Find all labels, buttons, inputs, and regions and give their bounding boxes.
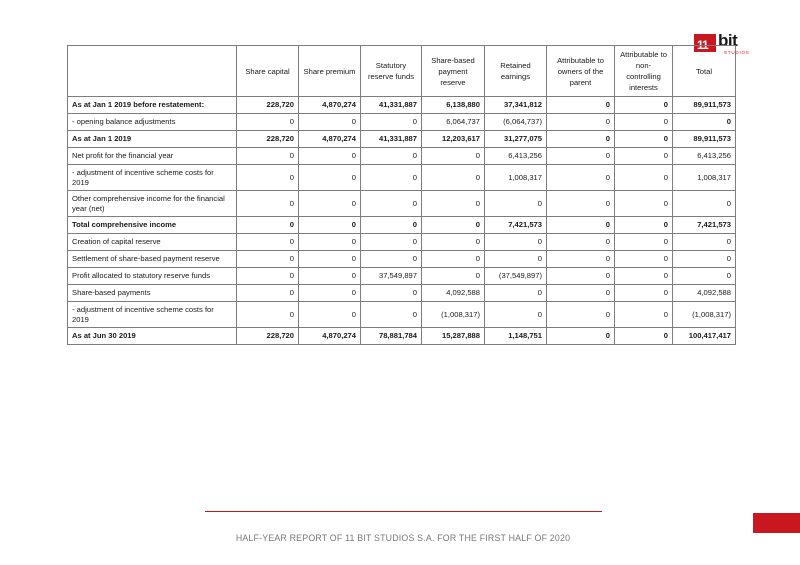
row-label: Creation of capital reserve [68,234,237,251]
table-row [68,268,736,285]
table-cell: 37,549,897 [361,268,422,285]
table-cell: 6,413,256 [673,148,736,165]
table-cell: 89,911,573 [673,97,736,114]
column-header: Share premium [299,46,361,97]
table-cell: 228,720 [237,97,299,114]
logo-number: 11 [697,38,708,52]
table-cell: 0 [615,148,673,165]
table-cell: 0 [299,268,361,285]
table-cell: 0 [547,148,615,165]
table-cell: 0 [673,234,736,251]
table-cell: 228,720 [237,328,299,345]
table-cell: 0 [615,234,673,251]
table-cell: 41,331,887 [361,131,422,148]
table-cell: 41,331,887 [361,97,422,114]
table-cell: 0 [422,234,485,251]
table-cell: 0 [237,165,299,191]
table-cell: 0 [299,302,361,328]
table-row [68,302,736,328]
table-cell: 0 [547,165,615,191]
table-cell: 0 [485,191,547,217]
table-cell: (1,008,317) [422,302,485,328]
table-cell: 0 [237,251,299,268]
table-cell: 0 [361,114,422,131]
table-cell: 0 [237,302,299,328]
table-cell: 0 [615,114,673,131]
table-cell: 4,870,274 [299,97,361,114]
table-cell: 0 [361,234,422,251]
table-cell: 0 [361,302,422,328]
table-cell: 0 [361,148,422,165]
column-header: Attributable to non-controlling interests [615,46,673,97]
table-cell: 0 [237,285,299,302]
table-cell: 0 [361,165,422,191]
table-cell: 0 [547,285,615,302]
table-cell: 0 [299,217,361,234]
table-cell: 0 [615,251,673,268]
table-cell: 0 [299,148,361,165]
table-cell: 0 [422,217,485,234]
row-label: Net profit for the financial year [68,148,237,165]
table-cell: 0 [547,217,615,234]
table-cell: 0 [299,251,361,268]
table-cell: (1,008,317) [673,302,736,328]
table-cell: 0 [615,328,673,345]
row-label: Share-based payments [68,285,237,302]
table-cell: 0 [422,191,485,217]
table-cell: 0 [547,268,615,285]
table-row [68,114,736,131]
table-cell: 0 [615,97,673,114]
table-cell: 0 [547,234,615,251]
table-cell: 0 [547,251,615,268]
table-cell: 7,421,573 [673,217,736,234]
table-cell: 4,092,588 [422,285,485,302]
row-label: As at Jan 1 2019 before restatement: [68,97,237,114]
row-label: Settlement of share-based payment reserve [68,251,237,268]
table-cell: 0 [615,165,673,191]
table-cell: 0 [237,191,299,217]
table-cell: 0 [361,251,422,268]
table-cell: 0 [237,148,299,165]
table-row [68,251,736,268]
table-cell: 0 [615,191,673,217]
table-cell: 100,417,417 [673,328,736,345]
row-label: - adjustment of incentive scheme costs for 2019 [68,302,237,328]
table-cell: 0 [299,165,361,191]
row-label: - adjustment of incentive scheme costs for 2019 [68,165,237,191]
table-cell: 0 [547,191,615,217]
table-cell: 0 [361,217,422,234]
table-row [68,234,736,251]
table-cell: 0 [547,97,615,114]
table-cell: 0 [485,285,547,302]
footer-text: HALF-YEAR REPORT OF 11 BIT STUDIOS S.A. FOR THE FIRST HALF OF 2020 [235,533,571,543]
table-cell: 0 [237,234,299,251]
table-cell: 0 [237,217,299,234]
table-cell: 0 [615,302,673,328]
logo-word: bit [718,31,738,50]
statement-of-changes-in-equity-table [67,45,736,345]
table-cell: 0 [237,114,299,131]
table-cell: 7,421,573 [485,217,547,234]
table-cell: 0 [422,165,485,191]
table-cell: 6,413,256 [485,148,547,165]
table-cell: 0 [361,191,422,217]
table-cell: 0 [615,268,673,285]
table-cell: (6,064,737) [485,114,547,131]
table-row [68,131,736,148]
logo-subtitle: STUDIOS [724,50,750,55]
table-cell: 0 [299,234,361,251]
table-cell: 12,203,617 [422,131,485,148]
table-cell: 0 [299,285,361,302]
table-cell: 4,870,274 [299,328,361,345]
table-row [68,97,736,114]
table-cell: 0 [673,114,736,131]
column-header: Attributable to owners of the parent [547,46,615,97]
table-cell: 0 [485,251,547,268]
table-row [68,191,736,217]
table-cell: 0 [615,285,673,302]
table-cell: 0 [485,302,547,328]
column-header: Retained earnings [485,46,547,97]
header-label-cell [68,46,237,97]
table-row [68,285,736,302]
table-cell: 6,138,880 [422,97,485,114]
row-label: Total comprehensive income [68,217,237,234]
table-cell: 0 [547,114,615,131]
table-cell: 37,341,812 [485,97,547,114]
table-cell: 0 [615,131,673,148]
table-cell: (37,549,897) [485,268,547,285]
column-header: Statutory reserve funds [361,46,422,97]
table-row [68,165,736,191]
column-header: Share-based payment reserve [422,46,485,97]
row-label: As at Jun 30 2019 [68,328,237,345]
table-row [68,328,736,345]
table-row [68,148,736,165]
table-cell: 0 [422,268,485,285]
table-cell: 0 [485,234,547,251]
table-cell: 31,277,075 [485,131,547,148]
table-cell: 0 [422,148,485,165]
table-cell: 0 [673,191,736,217]
table-cell: 0 [361,285,422,302]
table-cell: 228,720 [237,131,299,148]
table-cell: 78,881,784 [361,328,422,345]
table-cell: 0 [547,131,615,148]
table-cell: 0 [547,302,615,328]
table-cell: 15,287,888 [422,328,485,345]
page-marker-tab [753,513,800,533]
table-cell: 4,092,588 [673,285,736,302]
column-header: Share capital [237,46,299,97]
table-cell: 4,870,274 [299,131,361,148]
row-label: Profit allocated to statutory reserve funds [68,268,237,285]
table-cell: 6,064,737 [422,114,485,131]
table-row [68,217,736,234]
table-cell: 0 [237,268,299,285]
table-cell: 0 [299,114,361,131]
footer-divider [205,511,602,512]
table-cell: 1,148,751 [485,328,547,345]
row-label: Other comprehensive income for the financial year (net) [68,191,237,217]
column-header: Total [673,46,736,97]
table-header-row [68,46,736,97]
table-cell: 0 [547,328,615,345]
table-cell: 0 [673,268,736,285]
table-cell: 0 [673,251,736,268]
row-label: - opening balance adjustments [68,114,237,131]
row-label: As at Jan 1 2019 [68,131,237,148]
table-cell: 1,008,317 [673,165,736,191]
table-cell: 0 [422,251,485,268]
table-cell: 89,911,573 [673,131,736,148]
table-cell: 1,008,317 [485,165,547,191]
table-cell: 0 [299,191,361,217]
table-cell: 0 [615,217,673,234]
